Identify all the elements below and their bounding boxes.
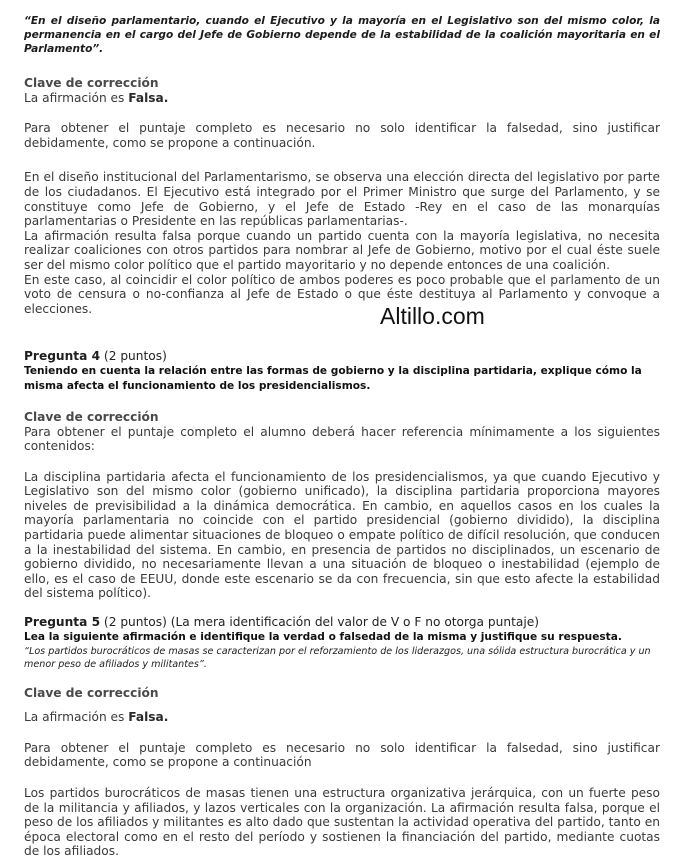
watermark-text: Altillo.com (380, 303, 485, 329)
question-4-points: (2 puntos) (100, 349, 167, 364)
answer-value: Falsa. (128, 90, 169, 105)
answer-value: Falsa. (128, 710, 169, 725)
paragraph-q4-answer: La disciplina partidaria afecta el funcionamiento de los presidencialismos, ya que cuando Ejecutivo y Legislativo son del mismo color (gobierno unificado), la disciplina partidaria proporciona mayores niveles de previsibilidad a la dinámica democrática. En cambio, en aquellos casos en los cuales la mayoría parlamentaria no coincide con el partido presidencial (gobierno dividido), la disciplina partidaria puede alimentar situaciones de bloqueo o empate político de difícil resolución, que conducen a la inestabilidad del sistema. En cambio, en presencia de partidos no disciplinados, un escenario de gobierno dividido, no necesariamente llevan a una situación de bloqueo o inestabilidad (ejemplo de ello, es el caso de EEUU, donde este escenario se da con frecuencia, sin que esto afecte la estabilidad del sistema político). (24, 469, 660, 601)
question-4-title (24, 349, 660, 364)
answer-prefix: La afirmación es (24, 90, 129, 105)
paragraph-parliamentarism: En el diseño institucional del Parlamentarismo, se observa una elección directa del legislativo por parte de los ciudadanos. El Ejecutivo está integrado por el Primer Ministro que surge del Parlamento, y se constituye como Jefe de Gobierno, y el Jefe de Estado -Rey en el caso de las monarquías parlamentarias o Presidente en las repúblicas parlamentarias-. (24, 170, 660, 229)
correction-key-heading-2: Clave de corrección (24, 409, 159, 424)
paragraph-false-reason: La afirmación resulta falsa porque cuando un partido cuenta con la mayoría legislativa, no necesita realizar coaliciones con otros partidos para nombrar al Jefe de Gobierno, motivo por el cual éste suele ser del mismo color político que el partido mayoritario y no depende entonces de una coalición. (24, 228, 660, 272)
paragraph-q5-answer: Los partidos burocráticos de masas tienen una estructura organizativa jerárquica, con un fuerte peso de la militancia y afiliados, y lazos verticales con la organización. La afirmación resulta falsa, porque el peso de los afiliados y militantes es alto dado que sustentan la actividad operativa del partido, tanto en época electoral como en el resto del período y sostienen la financiación del partido, mediante cuotas de los afiliados. (24, 786, 660, 859)
quote-statement-1: “En el diseño parlamentario, cuando el Ejecutivo y la mayoría en el Legislativo son del mismo color, la permanencia en el cargo del Jefe de Gobierno depende de la estabilidad de la coalición mayoritaria en el Parlamento”. (24, 15, 660, 55)
correction-key-heading-1: Clave de corrección (24, 76, 159, 90)
question-4-number: Pregunta 4 (24, 349, 101, 364)
answer-line-5 (24, 710, 660, 725)
question-5-number: Pregunta 5 (24, 615, 101, 630)
paragraph-scoring-1: Para obtener el puntaje completo es necesario no solo identificar la falsedad, sino justificar debidamente, como se propone a continuación. (24, 121, 660, 150)
question-4-text: Teniendo en cuenta la relación entre las formas de gobierno y la disciplina partidaria, explique cómo la misma afecta el funcionamiento de los presidencialismos. (24, 364, 642, 392)
answer-prefix: La afirmación es (24, 710, 129, 725)
question-5-points: (2 puntos) (La mera identificación del valor de V o F no otorga puntaje) (100, 615, 539, 630)
document-page (24, 14, 660, 859)
paragraph-coincide: En este caso, al coincidir el color político de ambos poderes es poco probable que el parlamento de un voto de censura o no-confianza al Jefe de Estado o que éste destituya al Parlamento y convoque a elecciones. (24, 272, 660, 316)
paragraph-q4-scoring: Para obtener el puntaje completo el alumno deberá hacer referencia mínimamente a los siguientes contenidos: (24, 424, 660, 454)
question-5-quote: “Los partidos burocráticos de masas se caracterizan por el reforzamiento de los liderazgos, una sólida estructura burocrática y un menor peso de afiliados y militantes”. (24, 645, 651, 671)
paragraph-q5-scoring: Para obtener el puntaje completo es necesario no solo identificar la falsedad, sino justificar debidamente, como se propone a continuación (24, 740, 660, 770)
question-5-title (24, 615, 660, 630)
answer-line-1 (24, 91, 660, 106)
correction-key-heading-3: Clave de corrección (24, 685, 159, 700)
question-5-text: Lea la siguiente afirmación e identifique la verdad o falsedad de la misma y justifique su respuesta. (24, 630, 622, 643)
